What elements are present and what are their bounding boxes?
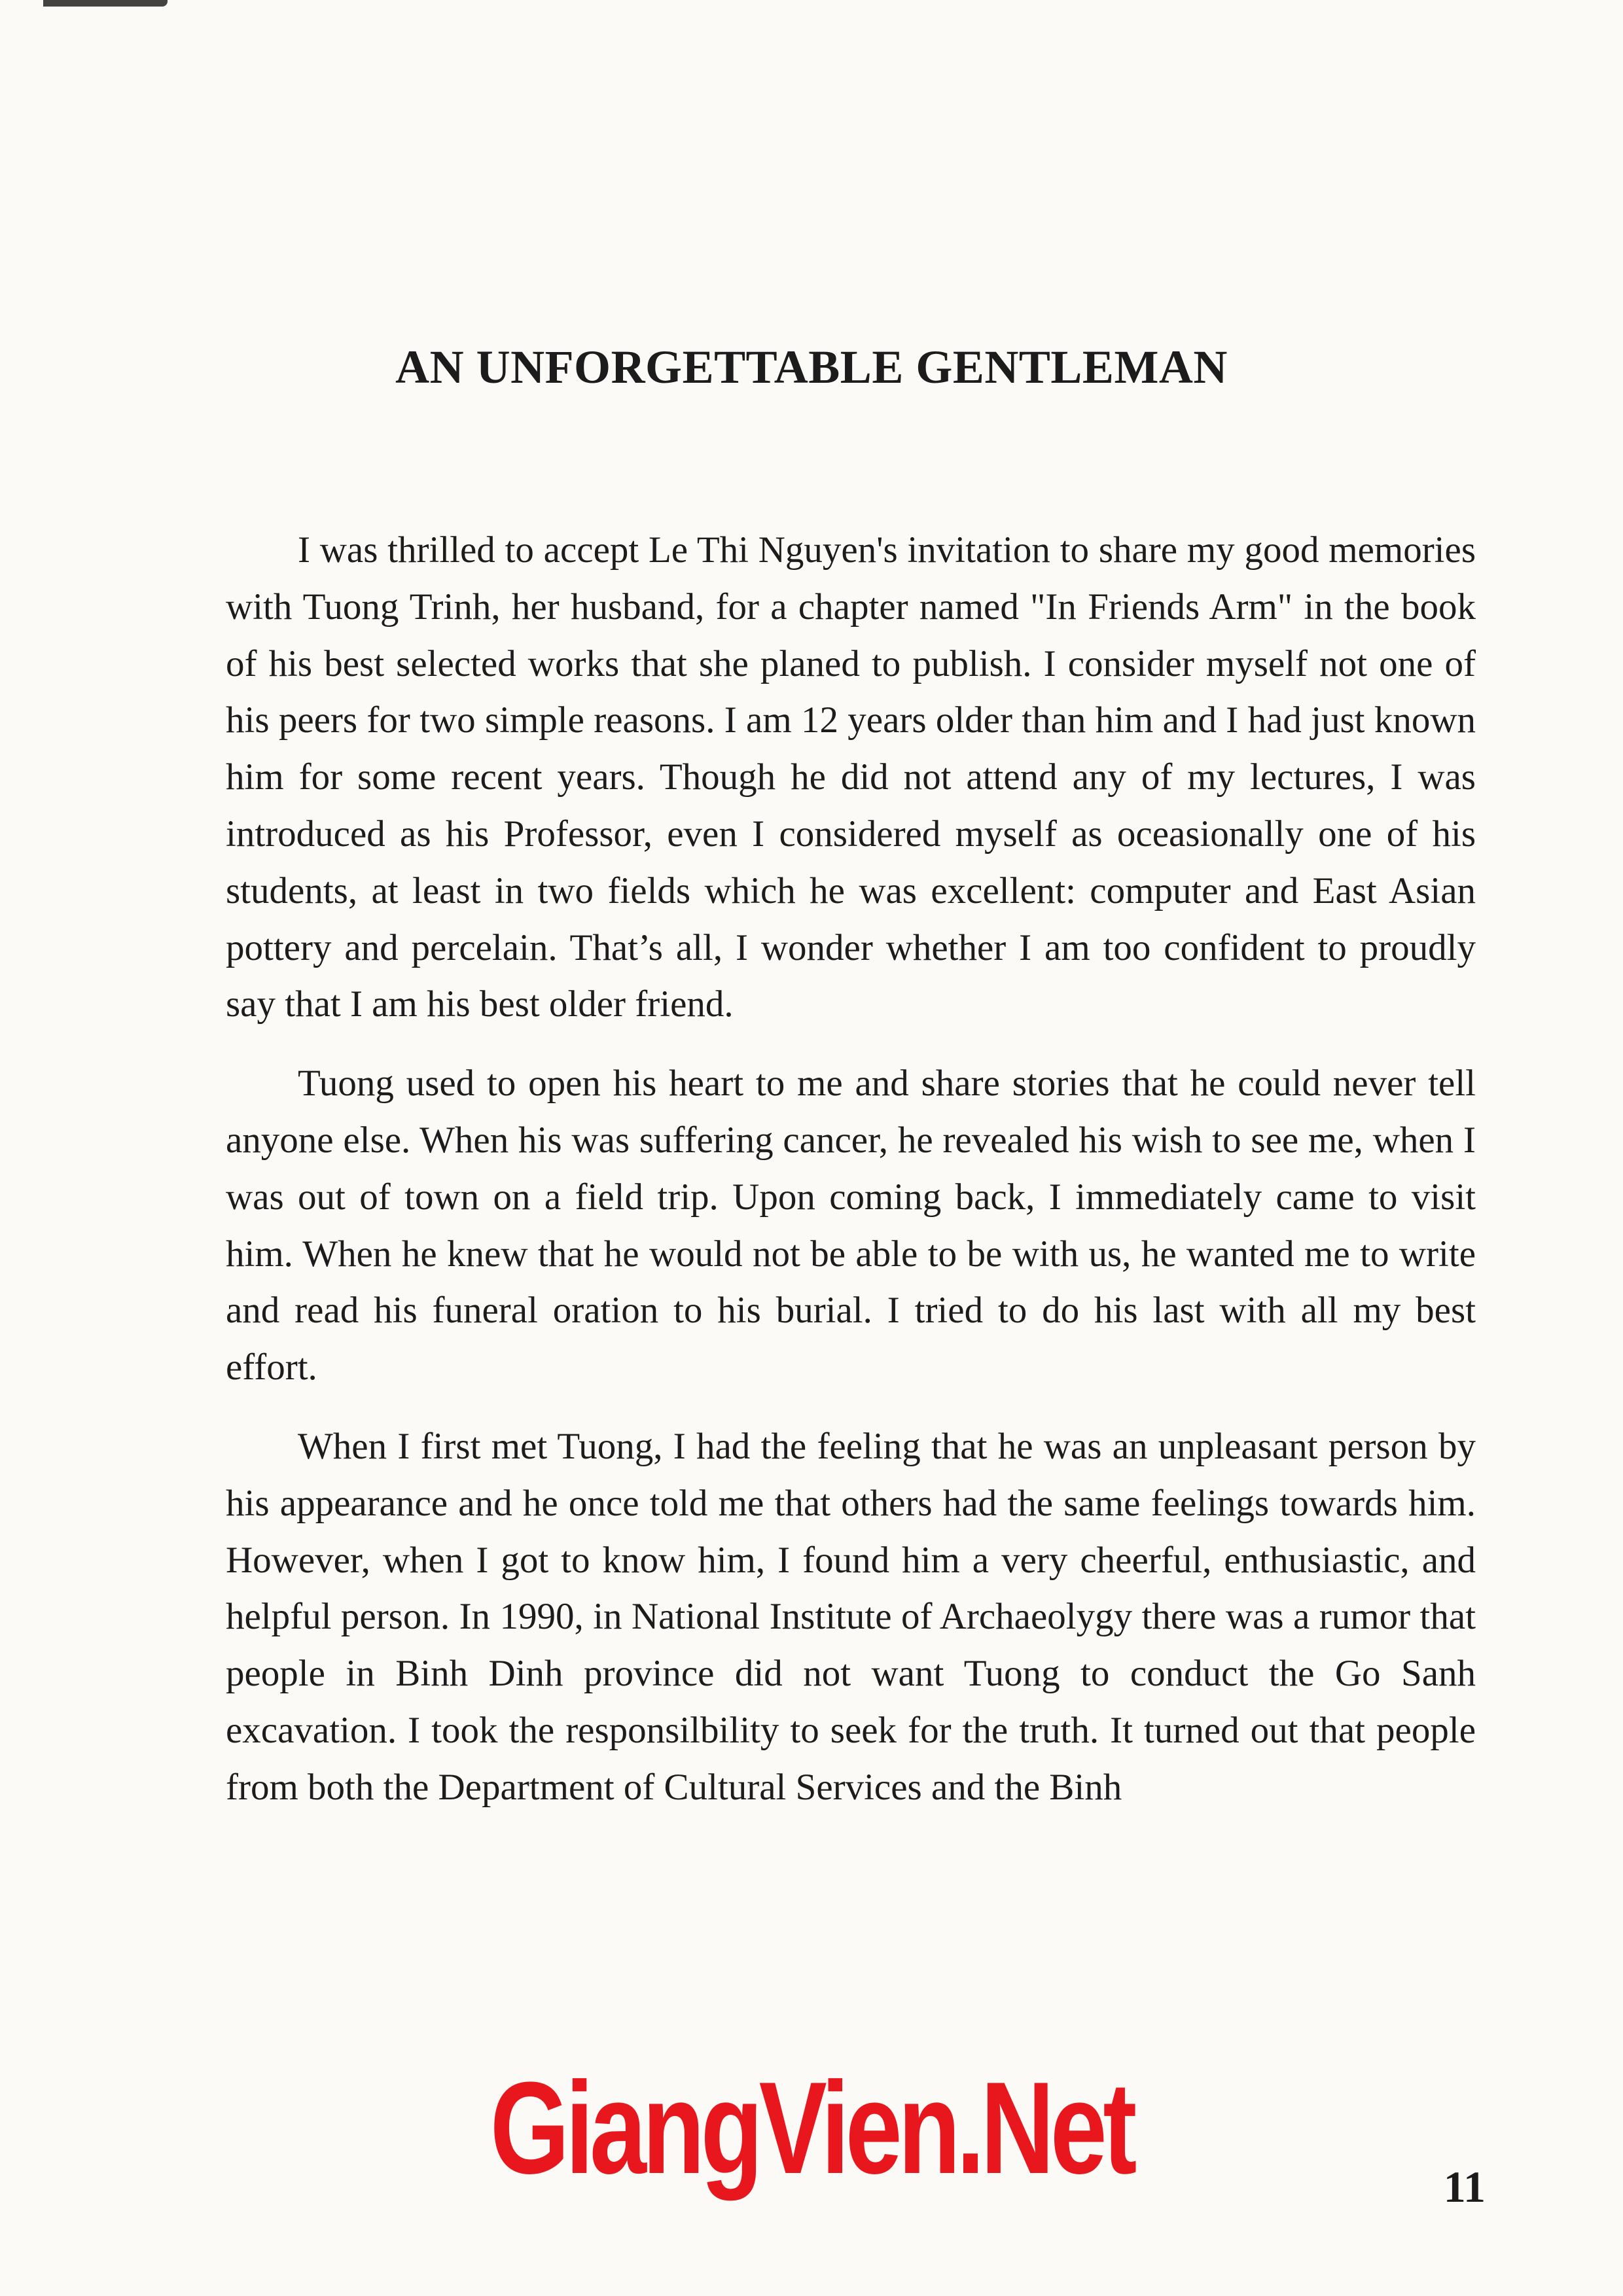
paragraph-3: When I first met Tuong, I had the feeling that he was an unpleasant person by his appearance and he once told me that others had the same feelings towards him. However, when I got to know him, I found him a very cheerful, enthusiastic, and helpful person. In 1990, in National Institute of Archaeolygy there was a rumor that people in Binh Dinh province did not want Tuong to conduct the Go Sanh excavation. I took the responsilbility to seek for the truth. It turned out that people from both the Department of Cultural Services and the Binh (226, 1425, 1476, 1808)
paragraph-2: Tuong used to open his heart to me and share stories that he could never tell anyone else. When his was suffering cancer, he revealed his wish to see me, when I was out of town on a field trip. Upon coming back, I immediately came to visit him. When he knew that he would not be able to be with us, he wanted me to write and read his funeral oration to his burial. I tried to do his last with all my best effort. (226, 1063, 1476, 1388)
body-text (226, 522, 1476, 1839)
scan-edge-mark (43, 0, 168, 7)
chapter-title: AN UNFORGETTABLE GENTLEMAN (395, 341, 1228, 393)
watermark-logo: GiangVien.Net (490, 2055, 1133, 2201)
paragraph-1: I was thrilled to accept Le Thi Nguyen's invitation to share my good memories with Tuong Trinh, her husband, for a chapter named "In Friends Arm" in the book of his best selected works that she planed to publish. I consider myself not one of his peers for two simple reasons. I am 12 years older than him and I had just known him for some recent years. Though he did not attend any of my lectures, I was introduced as his Professor, even I considered myself as oceasionally one of his students, at least in two fields which he was excellent: computer and East Asian pottery and percelain. That’s all, I wonder whether I am too confident to proudly say that I am his best older friend. (226, 529, 1476, 1025)
page-number: 11 (1443, 2162, 1486, 2212)
